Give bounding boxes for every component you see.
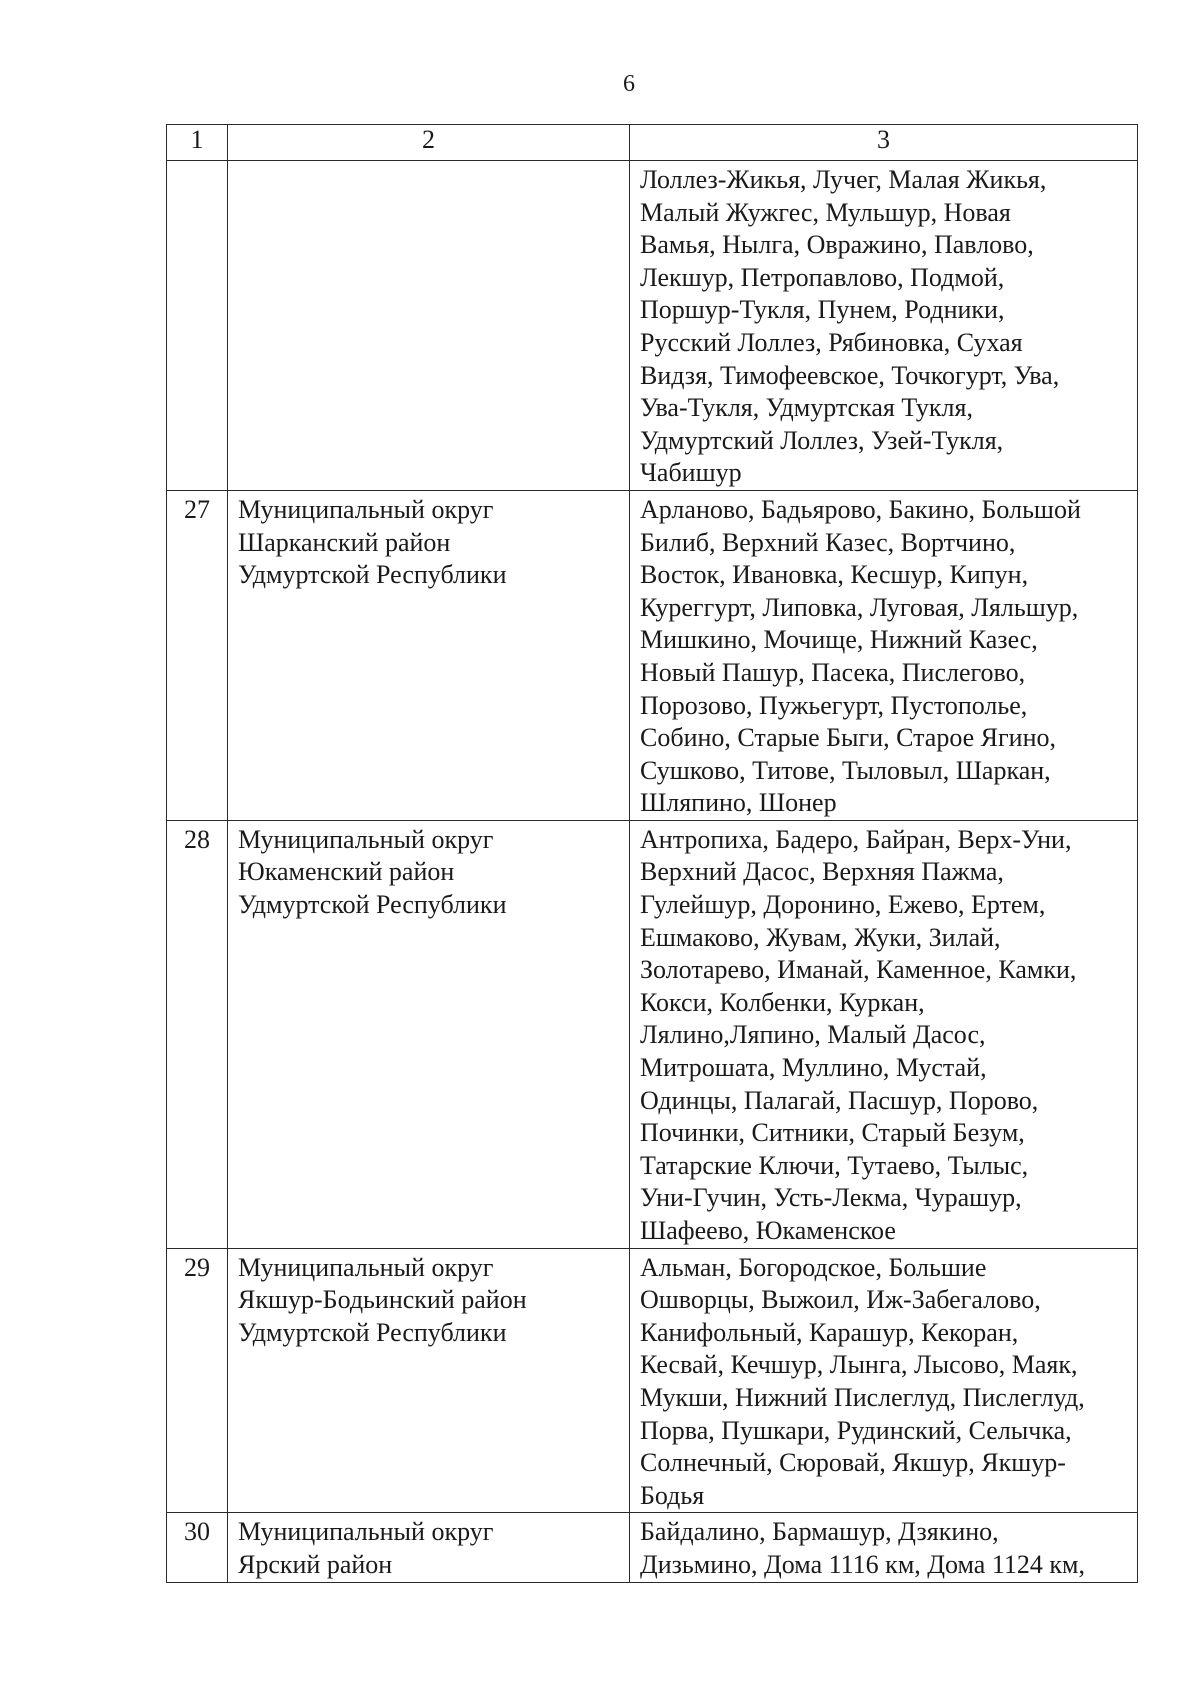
- district-name: Муниципальный округ Шарканский район Удмуртской Республики: [228, 490, 630, 820]
- table-header-row: [167, 125, 1138, 161]
- column-header-1: 1: [167, 125, 228, 161]
- table-row: [167, 1248, 1138, 1513]
- column-header-2: 2: [228, 125, 630, 161]
- table-row: [167, 1513, 1138, 1582]
- page-number: 6: [623, 71, 635, 97]
- district-name: Муниципальный округ Юкаменский район Удмуртской Республики: [228, 820, 630, 1248]
- table-row: [167, 490, 1138, 820]
- table-row: [167, 820, 1138, 1248]
- district-name: Муниципальный округ Ярский район: [228, 1513, 630, 1582]
- table-row: [167, 161, 1138, 491]
- row-number: 28: [167, 820, 228, 1248]
- settlements-list: Байдалино, Бармашур, Дзякино, Дизьмино, Дома 1116 км, Дома 1124 км,: [630, 1513, 1138, 1582]
- settlements-list: Арланово, Бадьярово, Бакино, Большой Билиб, Верхний Казес, Вортчино, Восток, Ивановка, Кесшур, Кипун, Куреггурт, Липовка, Луговая, Ляльшур, Мишкино, Мочище, Нижний Казес, Новый Пашур, Пасека, Пислегово, Порозово, Пужьегурт, Пустополье, Собино, Старые Быги, Старое Ягино, Сушково, Титове, Тыловыл, Шаркан, Шляпино, Шонер: [630, 490, 1138, 820]
- settlements-list: Антропиха, Бадеро, Байран, Верх-Уни, Верхний Дасос, Верхняя Пажма, Гулейшур, Доронино, Ежево, Ертем, Ешмаково, Жувам, Жуки, Зилай, Золотарево, Иманай, Каменное, Камки, Кокси, Колбенки, Куркан, Лялино,Ляпино, Малый Дасос, Митрошата, Муллино, Мустай, Одинцы, Палагай, Пасшур, Порово, Починки, Ситники, Старый Безум, Татарские Ключи, Тутаево, Тылыс, Уни-Гучин, Усть-Лекма, Чурашур, Шафеево, Юкаменское: [630, 820, 1138, 1248]
- district-name: [228, 161, 630, 491]
- row-number: 30: [167, 1513, 228, 1582]
- settlements-list: Альман, Богородское, Большие Ошворцы, Выжоил, Иж-Забегалово, Канифольный, Карашур, Кекоран, Кесвай, Кечшур, Лынга, Лысово, Маяк, Мукши, Нижний Пислеглуд, Пислеглуд, Порва, Пушкари, Рудинский, Селычка, Солнечный, Сюровай, Якшур, Якшур- Бодья: [630, 1248, 1138, 1513]
- district-name: Муниципальный округ Якшур-Бодьинский район Удмуртской Республики: [228, 1248, 630, 1513]
- column-header-3: 3: [630, 125, 1138, 161]
- municipal-districts-table: [166, 124, 1138, 1583]
- row-number: [167, 161, 228, 491]
- row-number: 27: [167, 490, 228, 820]
- row-number: 29: [167, 1248, 228, 1513]
- settlements-list: Лоллез-Жикья, Лучег, Малая Жикья, Малый Жужгес, Мульшур, Новая Вамья, Нылга, Овражино, Павлово, Лекшур, Петропавлово, Подмой, Поршур-Тукля, Пунем, Родники, Русский Лоллез, Рябиновка, Сухая Видзя, Тимофеевское, Точкогурт, Ува, Ува-Тукля, Удмуртская Тукля, Удмуртский Лоллез, Узей-Тукля, Чабишур: [630, 161, 1138, 491]
